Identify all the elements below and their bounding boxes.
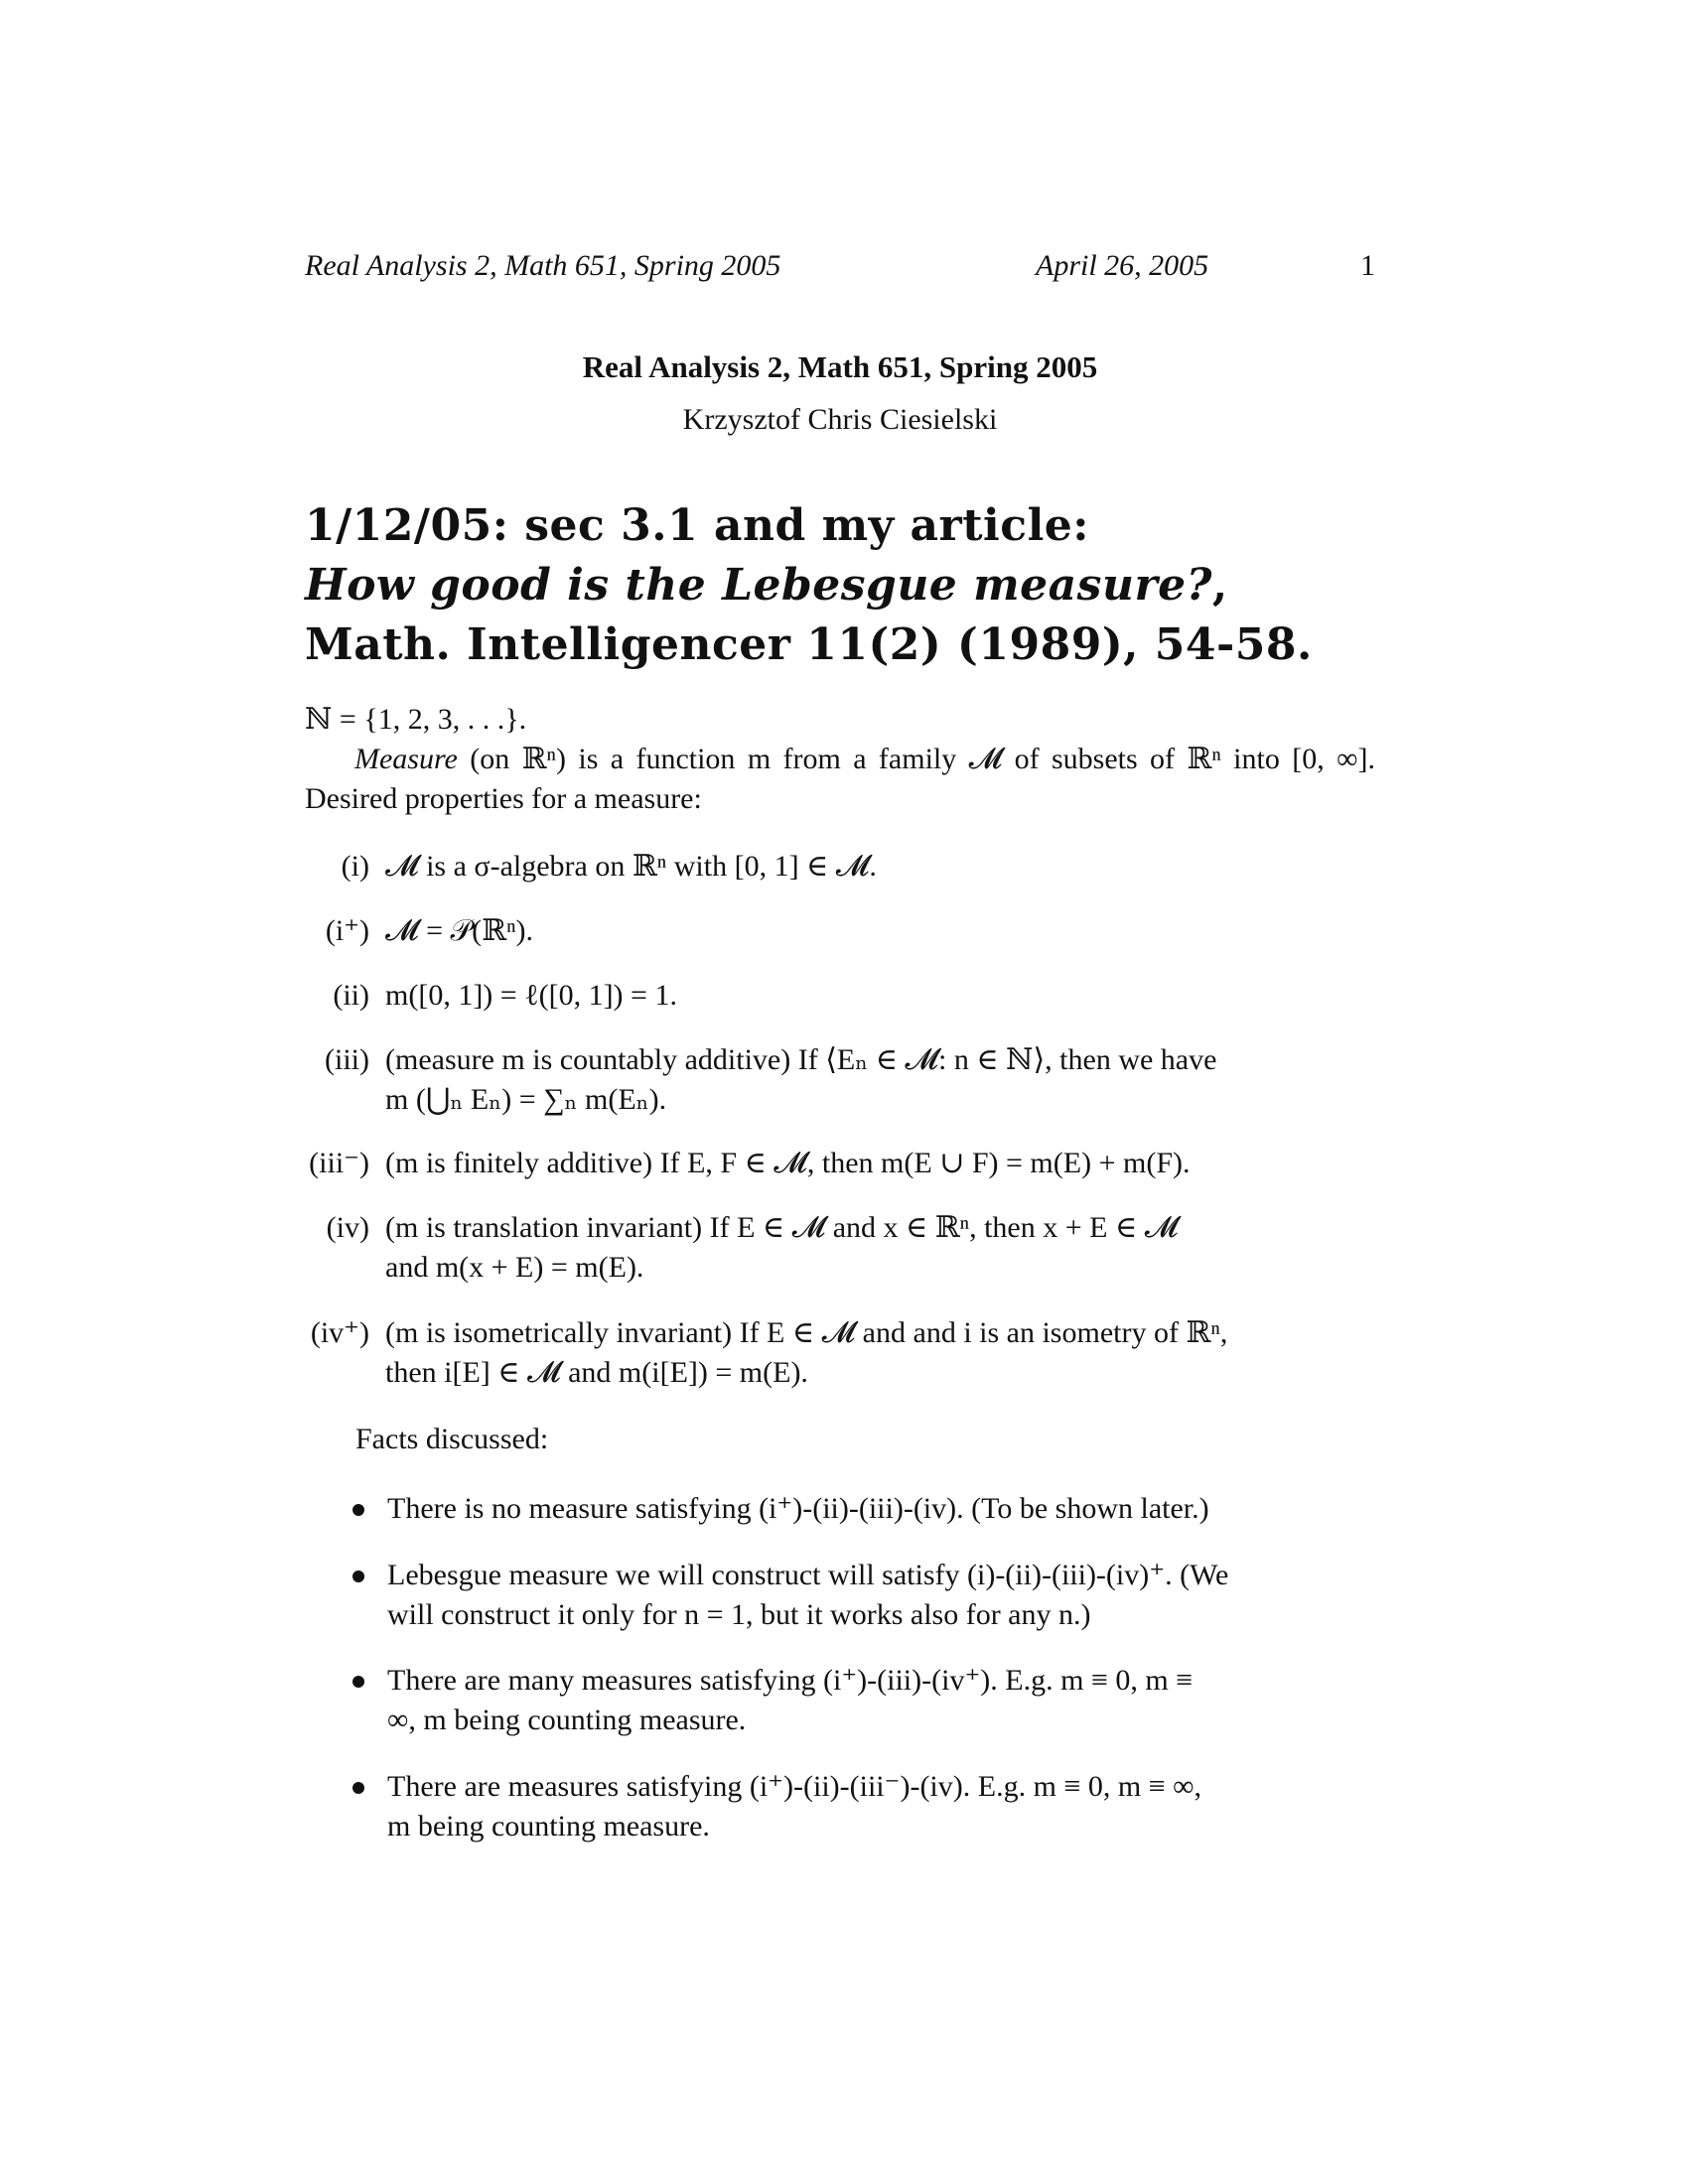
property-label: (i⁺) [325,914,369,947]
bullet-icon [352,1676,364,1688]
section-heading-line-3: Math. Intelligencer 11(2) (1989), 54-58. [305,619,1313,670]
fact-text-line-2: m being counting measure. [387,1810,710,1843]
course-title: Real Analysis 2, Math 651, Spring 2005 [582,349,1098,384]
property-label: (iii) [325,1043,369,1076]
author-name: Krzysztof Chris Ciesielski [682,403,998,436]
property-label: (ii) [333,979,369,1012]
property-label: (iv⁺) [310,1316,369,1349]
running-head-course: Real Analysis 2, Math 651, Spring 2005 [305,249,781,282]
section-heading-line-1: 1/12/05: sec 3.1 and my article: [305,500,1090,551]
measure-definition-text: (on ℝⁿ) is a function m from a family 𝓜 of subsets of ℝⁿ into [0, ∞]. Desired properties for a measure: [305,743,1375,815]
running-head-date: April 26, 2005 [1036,249,1209,282]
fact-text-line-1: There are many measures satisfying (i⁺)-(iii)-(iv⁺). E.g. m ≡ 0, m ≡ [387,1664,1194,1697]
property-text-line-2: m (⋃ₙ Eₙ) = ∑ₙ m(Eₙ). [385,1083,667,1116]
page-number: 1 [1360,249,1375,282]
bullet-icon [352,1782,364,1794]
section-heading [305,496,1397,675]
running-head [305,246,1375,286]
facts-discussed-label: Facts discussed: [355,1423,549,1455]
property-text: (m is finitely additive) If E, F ∈ 𝓜, then m(E ∪ F) = m(E) + m(F). [385,1147,1191,1179]
property-label: (i) [341,850,369,883]
property-label: (iv) [326,1211,369,1244]
property-text-line-2: and m(x + E) = m(E). [385,1251,644,1284]
property-text-line-1: (measure m is countably additive) If ⟨Eₙ ∈ 𝓜: n ∈ ℕ⟩, then we have [385,1043,1217,1076]
fact-text-line-1: There is no measure satisfying (i⁺)-(ii)-(iii)-(iv). (To be shown later.) [387,1492,1209,1525]
property-text-line-1: (m is translation invariant) If E ∈ 𝓜 and x ∈ ℝⁿ, then x + E ∈ 𝓜 [385,1211,1179,1244]
fact-text-line-1: Lebesgue measure we will construct will satisfy (i)-(ii)-(iii)-(iv)⁺. (We [387,1559,1229,1591]
property-label: (iii⁻) [309,1147,369,1179]
fact-text-line-2: will construct it only for n = 1, but it works also for any n.) [387,1598,1091,1631]
property-text: m([0, 1]) = ℓ([0, 1]) = 1. [385,979,677,1012]
property-text-line-2: then i[E] ∈ 𝓜 and m(i[E]) = m(E). [385,1356,808,1389]
bullet-icon [352,1504,364,1516]
fact-text-line-1: There are measures satisfying (i⁺)-(ii)-(iii⁻)-(iv). E.g. m ≡ 0, m ≡ ∞, [387,1770,1201,1803]
article-title-comma: , [1211,560,1228,611]
naturals-definition: ℕ = {1, 2, 3, . . .}. [305,703,527,736]
measure-term: Measure [354,743,458,775]
article-title: How good is the Lebesgue measure? [305,560,1212,611]
fact-text-line-2: ∞, m being counting measure. [387,1704,747,1736]
measure-definition-paragraph [305,740,1375,819]
property-text: 𝓜 = 𝒫(ℝⁿ). [385,914,534,947]
property-text: 𝓜 is a σ-algebra on ℝⁿ with [0, 1] ∈ 𝓜. [385,850,877,883]
bullet-icon [352,1570,364,1582]
property-text-line-1: (m is isometrically invariant) If E ∈ 𝓜 and and i is an isometry of ℝⁿ, [385,1316,1228,1349]
section-heading-line-2 [305,556,1397,615]
